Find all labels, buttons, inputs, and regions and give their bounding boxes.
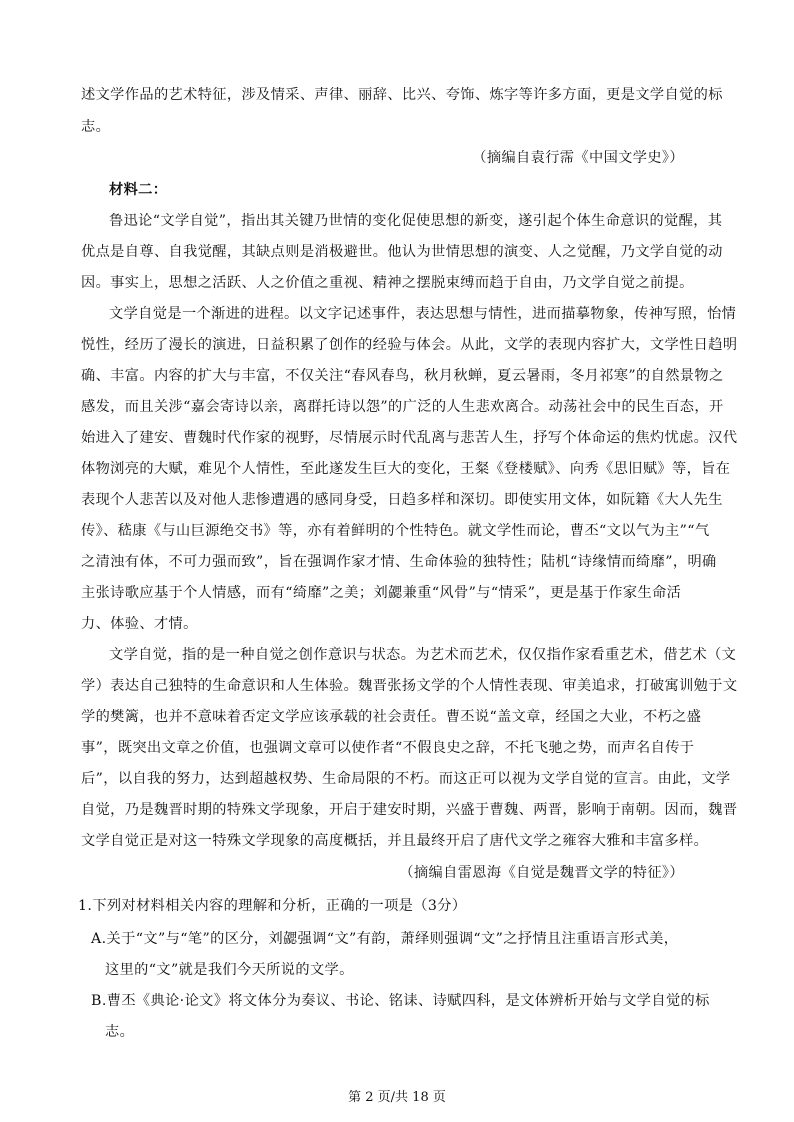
- paragraph-line: 文学自觉是一个渐进的进程。以文字记述事件，表达思想与情性，进而描摹物象，传神写照，怡情: [109, 306, 737, 322]
- paragraph-line: 鲁迅论“文学自觉”，指出其关键乃世情的变化促使思想的新变，遂引起个体生命意识的觉醒，其: [109, 213, 723, 229]
- paragraph-line: 确、丰富。内容的扩大与丰富，不仅关注“春风春鸟，秋月秋蝉，夏云暑雨，冬月祁寒”的自然景物之: [81, 368, 724, 384]
- paragraph-line: 表现个人悲苦以及对他人悲惨遭遇的感同身受，日趋多样和深切。即使实用文体，如阮籍《大人先生: [81, 492, 723, 508]
- paragraph-line: 述文学作品的艺术特征，涉及情采、声律、丽辞、比兴、夸饰、炼字等许多方面，更是文学自觉的标: [81, 87, 723, 103]
- paragraph-line: 始进入了建安、曹魏时代作家的视野，尽情展示时代乱离与悲苦人生，抒写个体命运的焦灼忧虑。汉代: [81, 430, 738, 446]
- section-heading: 材料二：: [109, 182, 168, 198]
- source-citation: （摘编自袁行霈《中国文学史》）: [472, 150, 684, 166]
- paragraph-line: 学）表达自己独特的生命意识和人生体验。魏晋张扬文学的个人情性表现、审美追求，打破寓训勉于文: [81, 678, 738, 694]
- paragraph-line: 感发，而且关涉“嘉会寄诗以亲，离群托诗以怨”的广泛的人生悲欢离合。动荡社会中的民生百态，开: [81, 399, 724, 415]
- option-b: B.曹丕《典论·论文》将文体分为奏议、书论、铭诔、诗赋四科，是文体辨析开始与文学自觉的标: [91, 993, 710, 1009]
- paragraph-line: 悦性，经历了漫长的演进，日益积累了创作的经验与体会。从此，文学的表现内容扩大，文学性日趋明: [81, 337, 738, 353]
- option-b-continued: 志。: [105, 1024, 135, 1040]
- paragraph-line: 之清浊有体，不可力强而致”，旨在强调作家才情、生命体验的独特性；陆机“诗缘情而绮靡”，明确: [81, 554, 717, 570]
- paragraph-line: 因。事实上，思想之活跃、人之价值之重视、精神之摆脱束缚而趋于自由，乃文学自觉之前提。: [81, 275, 694, 291]
- paragraph-line: 力、体验、才情。: [81, 616, 198, 632]
- paragraph-line: 传》、嵇康《与山巨源绝交书》等，亦有着鲜明的个性特色。就文学性而论，曹丕“文以气为主”“气: [81, 523, 710, 539]
- page-number-footer: 第 2 页/共 18 页: [348, 1090, 446, 1105]
- paragraph-line: 体物浏亮的大赋，难见个人情性，至此遂发生巨大的变化，王粲《登楼赋》、向秀《思旧赋》等，旨在: [81, 461, 731, 477]
- option-a-continued: 这里的“文”就是我们今天所说的文学。: [105, 962, 354, 978]
- question-stem: 1.下列对材料相关内容的理解和分析，正确的一项是（3分）: [78, 898, 467, 914]
- paragraph-line: 后”，以自我的努力，达到超越权势、生命局限的不朽。而这正可以视为文学自觉的宣言。由此，文学: [81, 771, 731, 787]
- paragraph-line: 事”，既突出文章之价值，也强调文章可以使作者“不假良史之辞，不托飞驰之势，而声名自传于: [81, 740, 695, 756]
- paragraph-line: 文学自觉正是对这一特殊文学现象的高度概括，并且最终开启了唐代文学之雍容大雅和丰富多样。: [81, 833, 709, 849]
- source-citation: （摘编自雷恩海《自觉是魏晋文学的特征》）: [399, 865, 684, 881]
- paragraph-line: 优点是自尊、自我觉醒，其缺点则是消极避世。他认为世情思想的演变、人之觉醒，乃文学自觉的动: [81, 244, 723, 260]
- paragraph-line: 自觉，乃是魏晋时期的特殊文学现象，开启于建安时期，兴盛于曹魏、两晋，影响于南朝。因而，魏晋: [81, 802, 738, 818]
- option-a: A.关于“文”与“笔”的区分，刘勰强调“文”有韵，萧绎则强调“文”之抒情且注重语言形式美，: [91, 931, 679, 947]
- paragraph-line: 文学自觉，指的是一种自觉之创作意识与状态。为艺术而艺术，仅仅指作家看重艺术，借艺术（文: [109, 647, 737, 663]
- paragraph-line: 学的樊篱，也并不意味着否定文学应该承载的社会责任。曹丕说“盖文章，经国之大业，不朽之盛: [81, 709, 702, 725]
- paragraph-line: 主张诗歌应基于个人情感，而有“绮靡”之美；刘勰兼重“风骨”与“情采”，更是基于作家生命活: [81, 585, 682, 601]
- paragraph-line: 志。: [81, 119, 111, 135]
